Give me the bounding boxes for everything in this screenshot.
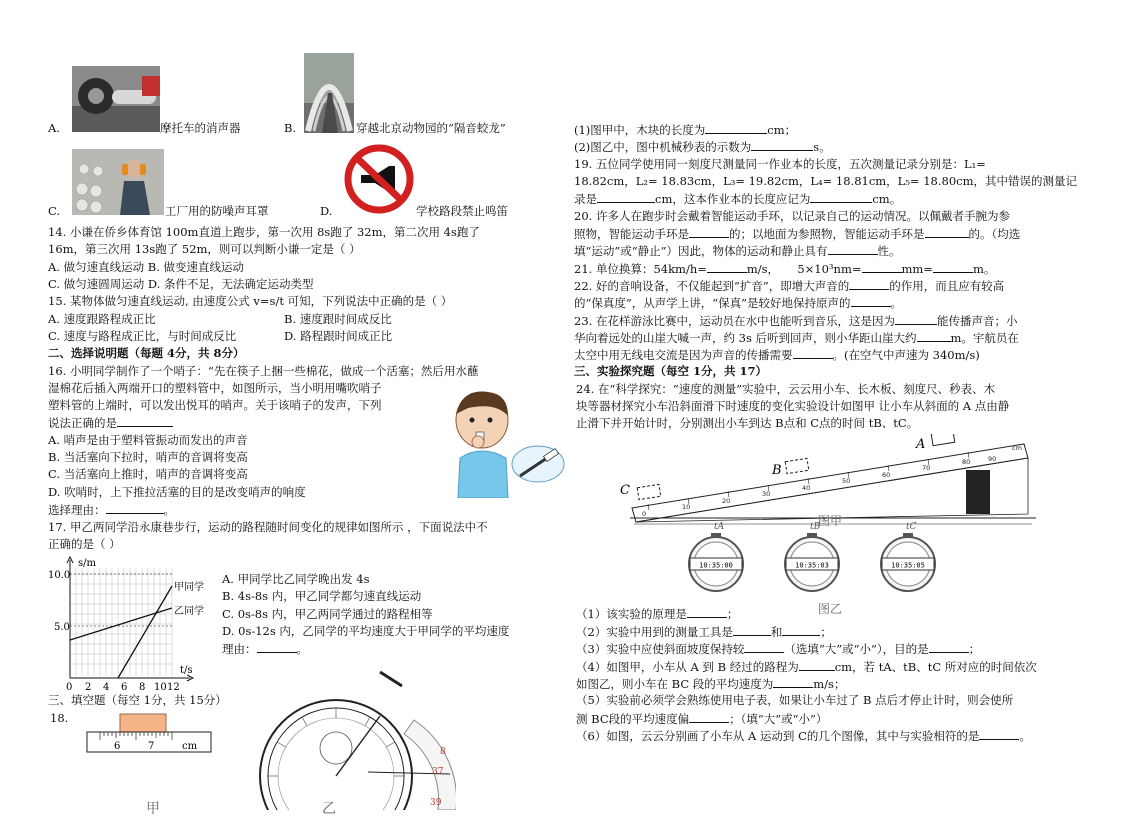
q17-option-a: A. 甲同学比乙同学晚出发 4s (222, 572, 370, 586)
graph-x-tick: 0 (66, 682, 73, 692)
q24-line2: 块等器材探究小车沿斜面滑下时速度的变化实验设计如图甲 让小车从斜面的 A 点由静 (576, 399, 1010, 413)
q19-line3-a: 录是 (574, 192, 597, 206)
q15-line1: 15. 某物体做匀速直线运动, 由速度公式 v=s/t 可知，下列说法中正确的是（ ） (48, 294, 453, 308)
q24-sub1 (576, 606, 738, 622)
graph-y-tick-5: 5.0 (54, 622, 70, 633)
stopwatch-a (686, 532, 746, 592)
q20-blank-1[interactable] (689, 226, 729, 238)
q18-part1-blank[interactable] (705, 122, 767, 134)
stopwatch-b-label: tB (810, 522, 821, 532)
q24-sub5-line2 (576, 711, 827, 727)
incline-tick: 40 (802, 484, 811, 492)
caption-a: 摩托车的消声器 (160, 121, 241, 135)
q24-sub2-blank-2[interactable] (782, 624, 820, 636)
mechanical-stopwatch-figure (252, 664, 456, 810)
q18-part1 (574, 122, 796, 138)
q22-line2-b: 。 (890, 296, 903, 310)
q20-line2 (574, 226, 1020, 242)
figure-1-caption: 图甲 (818, 514, 843, 528)
q16-line4-text: 说法正确的是 (48, 416, 117, 430)
q21-c: 5×10³nm= (797, 262, 862, 276)
q19-blank-1[interactable] (597, 191, 655, 203)
q22-line2-a: 的“保真度”，从声学上讲，“保真”是较好地保持原声的 (574, 296, 851, 310)
q24-sub2 (576, 624, 832, 640)
incline-tick: 30 (762, 490, 771, 498)
q23-line1 (574, 313, 1017, 329)
caption-b: 穿越北京动物园的“隔音蛟龙” (356, 121, 506, 135)
q24-sub4-mid: cm，若 tA、tB、tC 所对应的时间依次 (834, 660, 1037, 674)
q22-line1 (574, 278, 1004, 294)
q17-option-b: B. 4s-8s 内，甲乙同学都匀速直线运动 (222, 589, 422, 603)
q22-line1-a: 22. 好的音响设备，不仅能起到“扩音”，即增大声音的 (574, 279, 850, 293)
experiment-section-heading: 三、实验探究题（每空 1分，共 17） (574, 364, 768, 378)
graph-x-tick: 8 (139, 682, 146, 692)
q24-sub3 (576, 641, 980, 657)
q24-sub5-text: 测 BC段的平均速度偏 (576, 712, 690, 726)
q16-reason: 选择理由： 。 (48, 503, 175, 517)
caption-c: 工厂用的防噪声耳罩 (165, 204, 269, 218)
q16-line3: 塑料管的上端时，可以发出悦耳的哨声。关于该哨子的发声，下列 (48, 398, 382, 412)
q20-line3-b: 性。 (877, 244, 901, 258)
q24-sub3-mid: （选填“大”或“小”），目的是 (784, 642, 929, 656)
q16-reason-blank[interactable] (106, 502, 164, 514)
q24-sub4-text: （4）如图甲，小车从 A 到 B 经过的路程为 (576, 660, 799, 674)
factory-earmuff-photo (72, 149, 164, 215)
q19-line1: 19. 五位同学使用同一刻度尺测量同一作业本的长度，五次测量记录分别是：L₁= (574, 157, 986, 171)
q23-line3-a: 太空中用无线电交流是因为声音的传播需要 (574, 348, 793, 362)
q17-st-graph (48, 556, 220, 692)
q19-line3 (574, 191, 901, 207)
q21-blank-2[interactable] (862, 261, 902, 273)
caption-d: 学校路段禁止鸣笛 (416, 204, 508, 218)
q14-line2: 16m，第三次用 13s跑了 52m，则可以判断小谦一定是（ ） (48, 242, 361, 256)
q21-blank-1[interactable] (707, 261, 747, 273)
q24-sub4-line2 (576, 676, 845, 692)
q20-line1: 20. 许多人在跑步时会戴着智能运动手环，以记录自己的运动情况。以佩戴者手腕为参 (574, 209, 1010, 223)
q20-blank-2[interactable] (925, 226, 969, 238)
q20-line3-a: 填“运动”或“静止”）因此，物体的运动和静止具有 (574, 244, 828, 258)
q19-line2: 18.82cm，L₂= 18.83cm，L₃= 19.82cm，L₄= 18.81cm，L₅= 18.80cm，其中错误的测量记 (574, 174, 1077, 188)
q24-sub4-blank-2[interactable] (773, 676, 813, 688)
q24-sub1-end: ； (726, 607, 739, 621)
q22-blank-1[interactable] (849, 278, 889, 290)
q23-line2 (574, 330, 1019, 346)
q18-part2-unit: s。 (813, 140, 831, 154)
incline-tick: 80 (962, 458, 971, 466)
q18-part2-text: (2)图乙中，图中机械秒表的示数为 (574, 140, 752, 154)
stopwatch-c-time: 10:35:05 (891, 561, 925, 570)
q24-sub5-end: ；（填“大”或“小”） (729, 712, 828, 726)
graph-y-label: s/m (78, 558, 96, 569)
point-c-label: C (620, 483, 630, 498)
q20-line2-b: 的；以地面为参照物，智能运动手环是 (729, 227, 925, 241)
motorcycle-muffler-photo (72, 66, 160, 132)
graph-y-tick-10: 10.0 (48, 570, 71, 581)
q24-line3: 止滑下并开始计时，分别测出小车到达 B点和 C点的时间 tB、tC。 (576, 416, 919, 430)
sound-barrier-tunnel-photo (304, 53, 354, 133)
q21-e: m。 (972, 262, 996, 276)
stopwatch-number-8: 8 (440, 747, 446, 757)
incline-tick: 10 (682, 503, 691, 511)
q24-sub6: （6）如图，云云分别画了小车从 A 运动到 C的几个图像，其中与实验相符的是 。 (576, 729, 1031, 743)
q24-line1: 24. 在“科学探究：“速度的测量”实验中，云云用小车、长木板、刻度尺、秒表、木 (576, 382, 996, 396)
stopwatch-number-37: 37 (432, 767, 444, 777)
section-2-heading: 二、选择说明题（每题 4分，共 8分） (48, 346, 245, 360)
q20-blank-3[interactable] (828, 243, 878, 255)
q21-b: m/s， (746, 262, 780, 276)
q24-sub3-text: （3）实验中应使斜面坡度保持较 (576, 642, 745, 656)
q24-sub4-blank-1[interactable] (799, 659, 835, 671)
q24-sub1-blank[interactable] (687, 606, 727, 618)
stopwatch-a-time: 10:35:00 (699, 561, 733, 570)
graph-x-tick: 12 (167, 682, 180, 692)
q16-line4 (48, 415, 173, 431)
q19-line3-b: cm，这本作业本的长度应记为 (655, 192, 811, 206)
q24-sub1-text: （1）该实验的原理是 (576, 607, 687, 621)
graph-x-tick: 6 (121, 682, 128, 692)
q21-d: mm= (901, 262, 933, 276)
graph-series-jia-label: 甲同学 (174, 582, 204, 593)
q15-option-b: B. 速度跟时间成反比 (284, 312, 392, 326)
q15-option-c: C. 速度与路程成正比，与时间成反比 (48, 329, 237, 343)
q16-line2: 湿棉花后插入两端开口的塑料管中，如图所示，当小明用嘴吹哨子 (48, 381, 382, 395)
q18-part1-text: (1)图甲中，木块的长度为 (574, 123, 706, 137)
point-b-label: B (772, 463, 782, 478)
incline-tick: 90 (988, 455, 997, 463)
no-horn-sign-icon (341, 142, 417, 216)
stopwatch-b-time: 10:35:03 (795, 561, 829, 570)
q18-part2-blank[interactable] (751, 139, 813, 151)
stopwatch-c-label: tC (906, 522, 917, 532)
figure-yi-label-bottom: 乙 (322, 801, 336, 817)
q15-option-a: A. 速度跟路程成正比 (48, 312, 156, 326)
q24-sub6-text: （6）如图，云云分别画了小车从 A 运动到 C的几个图像，其中与实验相符的是 (576, 729, 980, 743)
q14-line1: 14. 小谦在侨乡体育馆 100m直道上跑步，第一次用 8s跑了 32m，第二次用 4s跑了 (48, 225, 480, 239)
q24-sub5-blank[interactable] (689, 711, 729, 723)
q24-sub2-end: ； (820, 625, 832, 639)
q23-line1-a: 23. 在花样游泳比赛中，运动员在水中也能听到音乐，这是因为 (574, 314, 895, 328)
q23-line3-b: 。(在空气中声速为 340m/s) (832, 348, 980, 362)
q20-line2-c: 的。（均选 (968, 227, 1021, 241)
right-column (570, 0, 1147, 810)
incline-tick: 20 (722, 497, 731, 505)
section-3-heading: 三、填空题（每空 1分，共 15分） (48, 693, 227, 707)
q16-option-b: B. 当活塞向下拉时，哨声的音调将变高 (48, 450, 248, 464)
graph-series-yi-label: 乙同学 (174, 606, 204, 617)
q23-line2-b: m。宇航员在 (950, 331, 1019, 345)
stopwatch-b (782, 532, 842, 592)
q16-option-a: A. 哨声是由于塑料管振动而发出的声音 (48, 433, 248, 447)
q24-sub3-blank-1[interactable] (744, 641, 784, 653)
q16-reason-text: 选择理由： (48, 503, 106, 517)
q16-option-c: C. 当活塞向上推时，哨声的音调将变高 (48, 467, 248, 481)
graph-x-tick: 10 (154, 682, 167, 692)
option-b-label: B. (284, 121, 297, 135)
q20-line2-a: 照物，智能运动手环是 (574, 227, 689, 241)
ruler-tick-6: 6 (114, 741, 121, 752)
q24-sub2-text: （2）实验中用到的测量工具是 (576, 625, 733, 639)
q23-blank-3[interactable] (793, 347, 833, 359)
q18-part2 (574, 139, 831, 155)
ruler-tick-7: 7 (148, 741, 155, 752)
q18-ruler-figure (86, 713, 212, 753)
boy-whistle-illustration (448, 386, 568, 498)
q17-reason-blank[interactable] (257, 641, 297, 653)
incline-tick: 70 (922, 464, 931, 472)
stopwatch-c (878, 532, 938, 592)
q17-line2: 正确的是（ ） (48, 537, 121, 551)
left-column (0, 0, 570, 817)
figure-jia-label-bottom: 甲 (146, 801, 160, 817)
graph-x-label: t/s (180, 665, 193, 676)
q23-line1-b: 能传播声音；小 (936, 314, 1018, 328)
incline-tick: 60 (882, 471, 891, 479)
q24-sub6-blank[interactable] (979, 728, 1019, 740)
graph-x-tick: 2 (85, 682, 92, 692)
q16-option-d: D. 吹哨时，上下推拉活塞的目的是改变哨声的响度 (48, 485, 306, 499)
q24-sub4-text2: 如图乙，则小车在 BC 段的平均速度为 (576, 677, 774, 691)
q17-line1: 17. 甲乙两同学沿永康巷步行，运动的路程随时间变化的规律如图所示 ，下面说法中不 (48, 520, 488, 534)
ruler-unit: cm (182, 741, 198, 752)
q22-line2 (574, 295, 902, 311)
q23-line3 (574, 347, 980, 363)
q17-reason: 理由： 。 (222, 642, 308, 656)
incline-tick: 0 (642, 510, 647, 518)
q24-sub5-line1: （5）实验前必须学会熟练使用电子表，如果让小车过了 B 点后才停止计时，则会使所 (576, 693, 1014, 707)
option-c-label: C. (48, 204, 61, 218)
q16-answer-blank[interactable] (117, 415, 173, 427)
q19-blank-2[interactable] (810, 191, 872, 203)
q23-line2-a: 华向着远处的山崖大喊一声，约 3s 后听到回声，则小华距山崖大约 (574, 331, 917, 345)
q22-line1-b: 的作用，而且应有较高 (889, 279, 1005, 293)
q24-sub2-blank-1[interactable] (733, 624, 771, 636)
q17-option-d: D. 0s-12s 内，乙同学的平均速度大于甲同学的平均速度 (222, 624, 510, 638)
q17-option-c: C. 0s-8s 内，甲乙两同学通过的路程相等 (222, 607, 433, 621)
figure-2-caption: 图乙 (818, 602, 843, 616)
graph-x-tick: 4 (103, 682, 110, 692)
q18-part1-unit: cm； (767, 123, 797, 137)
stopwatch-number-39: 39 (430, 798, 442, 808)
q22-blank-2[interactable] (851, 295, 891, 307)
q24-sub3-blank-2[interactable] (929, 641, 969, 653)
q24-sub4-end: m/s； (813, 677, 846, 691)
q16-line1: 16. 小明同学制作了一个哨子：“先在筷子上捆一些棉花，做成一个活塞；然后用水蘸 (48, 364, 479, 378)
q23-blank-1[interactable] (895, 313, 937, 325)
q18-number: 18. (50, 711, 69, 725)
q23-blank-2[interactable] (917, 330, 951, 342)
q20-line3 (574, 243, 901, 259)
q21-a: 21. 单位换算：54km/h= (574, 262, 707, 276)
q21-line (574, 261, 995, 277)
point-a-label: A (916, 437, 926, 452)
incline-unit: cm (1012, 444, 1022, 452)
q14-line4: C. 做匀速圆周运动 D. 条件不足，无法确定运动类型 (48, 277, 314, 291)
q21-blank-3[interactable] (933, 261, 973, 273)
option-d-label: D. (320, 204, 333, 218)
q14-line3: A. 做匀速直线运动 B. 做变速直线运动 (48, 260, 245, 274)
option-a-label: A. (48, 121, 60, 135)
stopwatch-a-label: tA (714, 522, 725, 532)
q24-sub3-end: ； (968, 642, 981, 656)
q24-sub2-and: 和 (770, 625, 783, 639)
q24-sub4-line1 (576, 659, 1037, 675)
q15-option-d: D. 路程跟时间成正比 (284, 329, 393, 343)
q17-reason-text: 理由： (222, 642, 257, 656)
incline-tick: 50 (842, 477, 851, 485)
q19-line3-c: cm。 (872, 192, 902, 206)
